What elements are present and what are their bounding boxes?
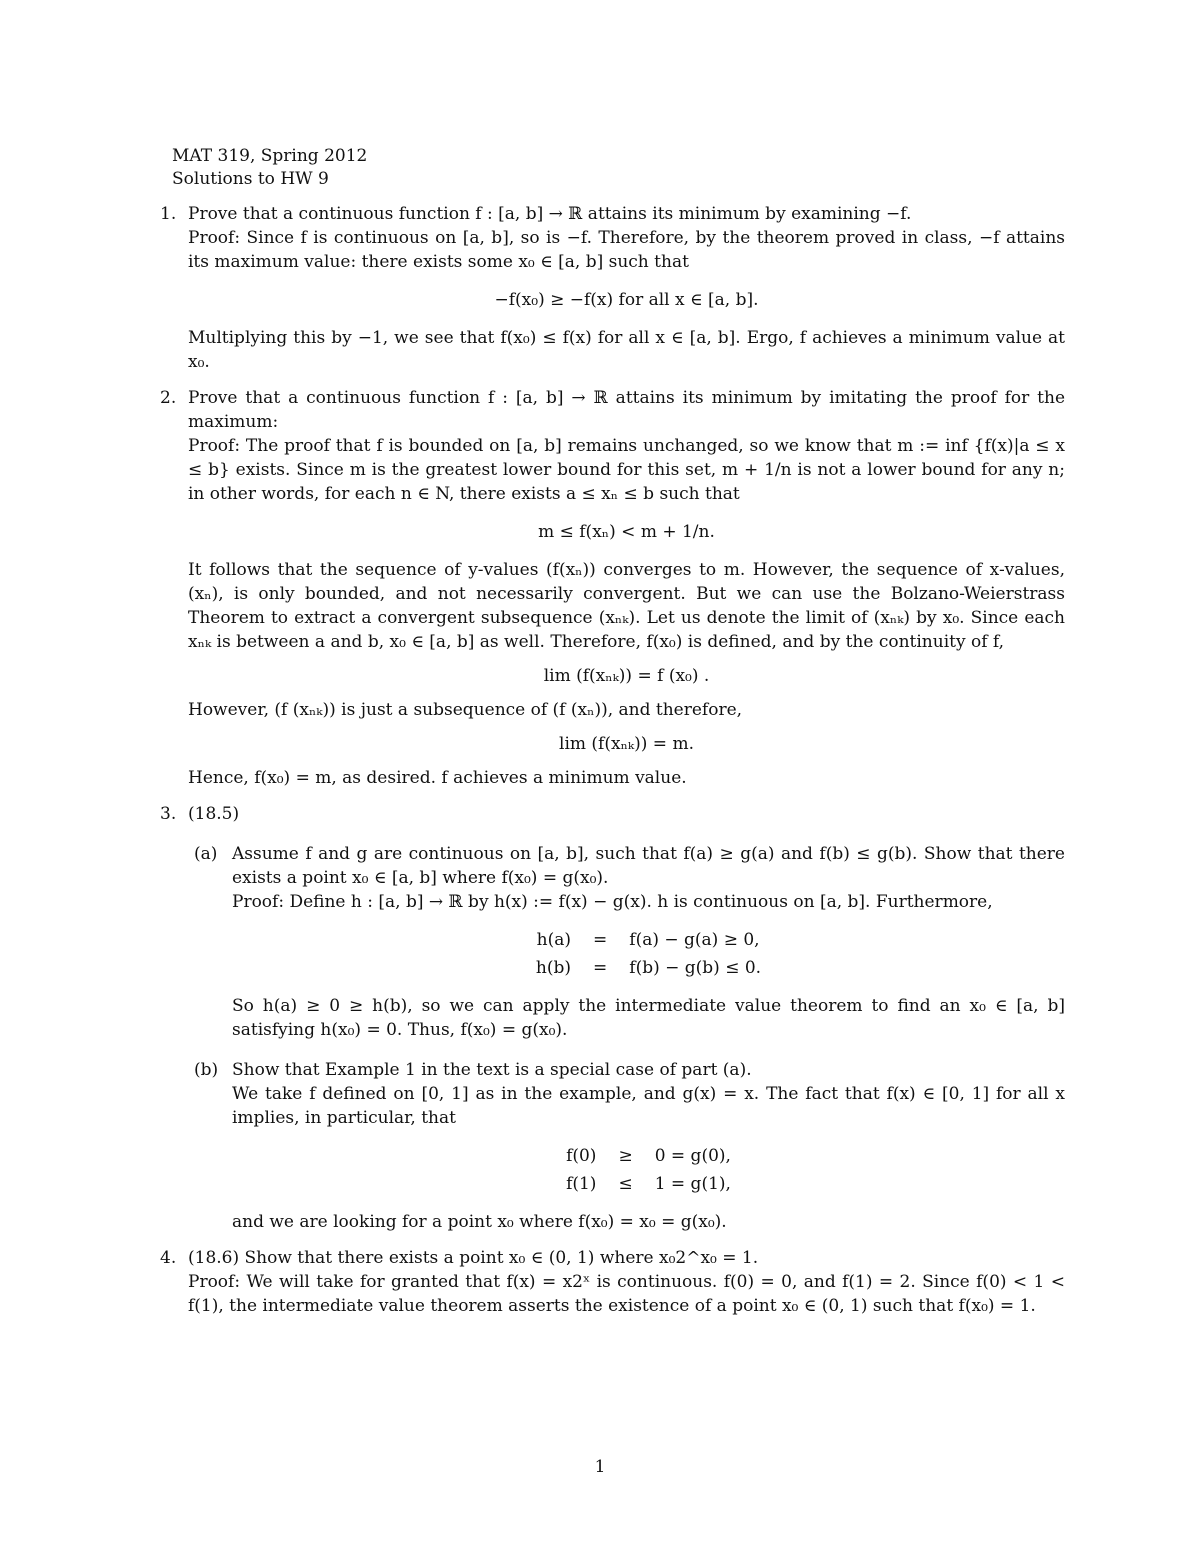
aligned-equations [558, 1142, 739, 1198]
page-number: 1 [594, 1457, 606, 1477]
display-equation: m ≤ f(xₙ) < m + 1/n. [538, 522, 715, 542]
part-statement: Show that Example 1 in the text is a special case of part (a). [232, 1060, 752, 1080]
problem-number: 3. [160, 804, 177, 824]
document-title: Solutions to HW 9 [172, 169, 329, 189]
equation-lhs: h(a) [536, 930, 572, 950]
proof-text: Proof: Define h : [a, b] → ℝ by h(x) := f(x) − g(x). h is continuous on [a, b]. Furthermore, [232, 892, 993, 912]
proof-conclusion: So h(a) ≥ 0 ≥ h(b), so we can apply the intermediate value theorem to find an x₀ ∈ [a, b] satisfying h(x₀) = 0. Thus, f(x₀) = g(x₀). [232, 996, 1065, 1040]
equation-relation: = [593, 958, 608, 978]
problem-1 [160, 202, 1065, 374]
equation-row [558, 1170, 739, 1198]
problem-3a [188, 842, 1065, 1042]
display-equation: lim (f(xₙₖ)) = f (x₀) . [543, 666, 710, 686]
equation-lhs: f(0) [566, 1146, 597, 1166]
problem-statement: (18.6) Show that there exists a point x₀ ∈ (0, 1) where x₀2^x₀ = 1. [188, 1248, 759, 1268]
display-equation: lim (f(xₙₖ)) = m. [559, 734, 694, 754]
proof-conclusion: Multiplying this by −1, we see that f(x₀) ≤ f(x) for all x ∈ [a, b]. Ergo, f achieves a minimum value at x₀. [188, 328, 1065, 372]
problem-statement: Prove that a continuous function f : [a, b] → ℝ attains its minimum by examining −f. [188, 204, 912, 224]
equation-rhs: f(b) − g(b) ≤ 0. [629, 958, 762, 978]
equation-rhs: 1 = g(1), [654, 1174, 731, 1194]
proof-text: Proof: Since f is continuous on [a, b], so is −f. Therefore, by the theorem proved in class, −f attains its maximum value: there exists some x₀ ∈ [a, b] such that [188, 228, 1065, 272]
equation-relation: = [593, 930, 608, 950]
problem-3 [160, 802, 1065, 1234]
display-equation: −f(x₀) ≥ −f(x) for all x ∈ [a, b]. [494, 290, 759, 310]
problem-4 [160, 1246, 1065, 1318]
proof-conclusion: Hence, f(x₀) = m, as desired. f achieves a minimum value. [188, 768, 687, 788]
problem-list [160, 202, 1065, 1330]
equation-row [528, 954, 769, 982]
proof-paragraph: It follows that the sequence of y-values (f(xₙ)) converges to m. However, the sequence of x-values, (xₙ), is only bounded, and not necessarily convergent. But we can use the Bolzano-Weierstrass Theorem to extract a convergent subsequence (xₙₖ). Let us denote the limit of (xₙₖ) by x₀. Since each xₙₖ is between a and b, x₀ ∈ [a, b] as well. Therefore, f(x₀) is defined, and by the continuity of f, [188, 560, 1065, 652]
equation-rhs: f(a) − g(a) ≥ 0, [629, 930, 760, 950]
proof-text: Proof: The proof that f is bounded on [a, b] remains unchanged, so we know that m := inf {f(x)|a ≤ x ≤ b} exists. Since m is the greatest lower bound for this set, m + 1/n is not a lower bound for any n; in other words, for each n ∈ N, there exists a ≤ xₙ ≤ b such that [188, 436, 1065, 504]
problem-number: 2. [160, 388, 177, 408]
problem-number: 1. [160, 204, 177, 224]
equation-row [558, 1142, 739, 1170]
problem-number: 4. [160, 1248, 177, 1268]
equation-lhs: f(1) [566, 1174, 597, 1194]
problem-2 [160, 386, 1065, 790]
problem-3b [188, 1058, 1065, 1234]
proof-conclusion: and we are looking for a point x₀ where f(x₀) = x₀ = g(x₀). [232, 1212, 727, 1232]
part-label: (a) [194, 844, 218, 864]
equation-row [528, 926, 769, 954]
equation-rhs: 0 = g(0), [654, 1146, 731, 1166]
aligned-equations [528, 926, 769, 982]
equation-lhs: h(b) [535, 958, 572, 978]
problem-reference: (18.5) [188, 804, 240, 824]
proof-text: We take f defined on [0, 1] as in the example, and g(x) = x. The fact that f(x) ∈ [0, 1] for all x implies, in particular, that [232, 1084, 1065, 1128]
problem-statement: Prove that a continuous function f : [a, b] → ℝ attains its minimum by imitating the proof for the maximum: [188, 388, 1065, 432]
part-statement: Assume f and g are continuous on [a, b], such that f(a) ≥ g(a) and f(b) ≤ g(b). Show that there exists a point x₀ ∈ [a, b] where f(x₀) = g(x₀). [232, 844, 1065, 888]
proof-paragraph: However, (f (xₙₖ)) is just a subsequence of (f (xₙ)), and therefore, [188, 700, 743, 720]
part-label: (b) [194, 1060, 219, 1080]
proof-text: Proof: We will take for granted that f(x) = x2ˣ is continuous. f(0) = 0, and f(1) = 2. Since f(0) < 1 < f(1), the intermediate value theorem asserts the existence of a point x₀ ∈ (0, 1) such that f(x₀) = 1. [188, 1272, 1065, 1316]
equation-relation: ≤ [618, 1174, 633, 1194]
course-line: MAT 319, Spring 2012 [172, 146, 368, 166]
document-header [172, 145, 367, 191]
equation-relation: ≥ [618, 1146, 633, 1166]
